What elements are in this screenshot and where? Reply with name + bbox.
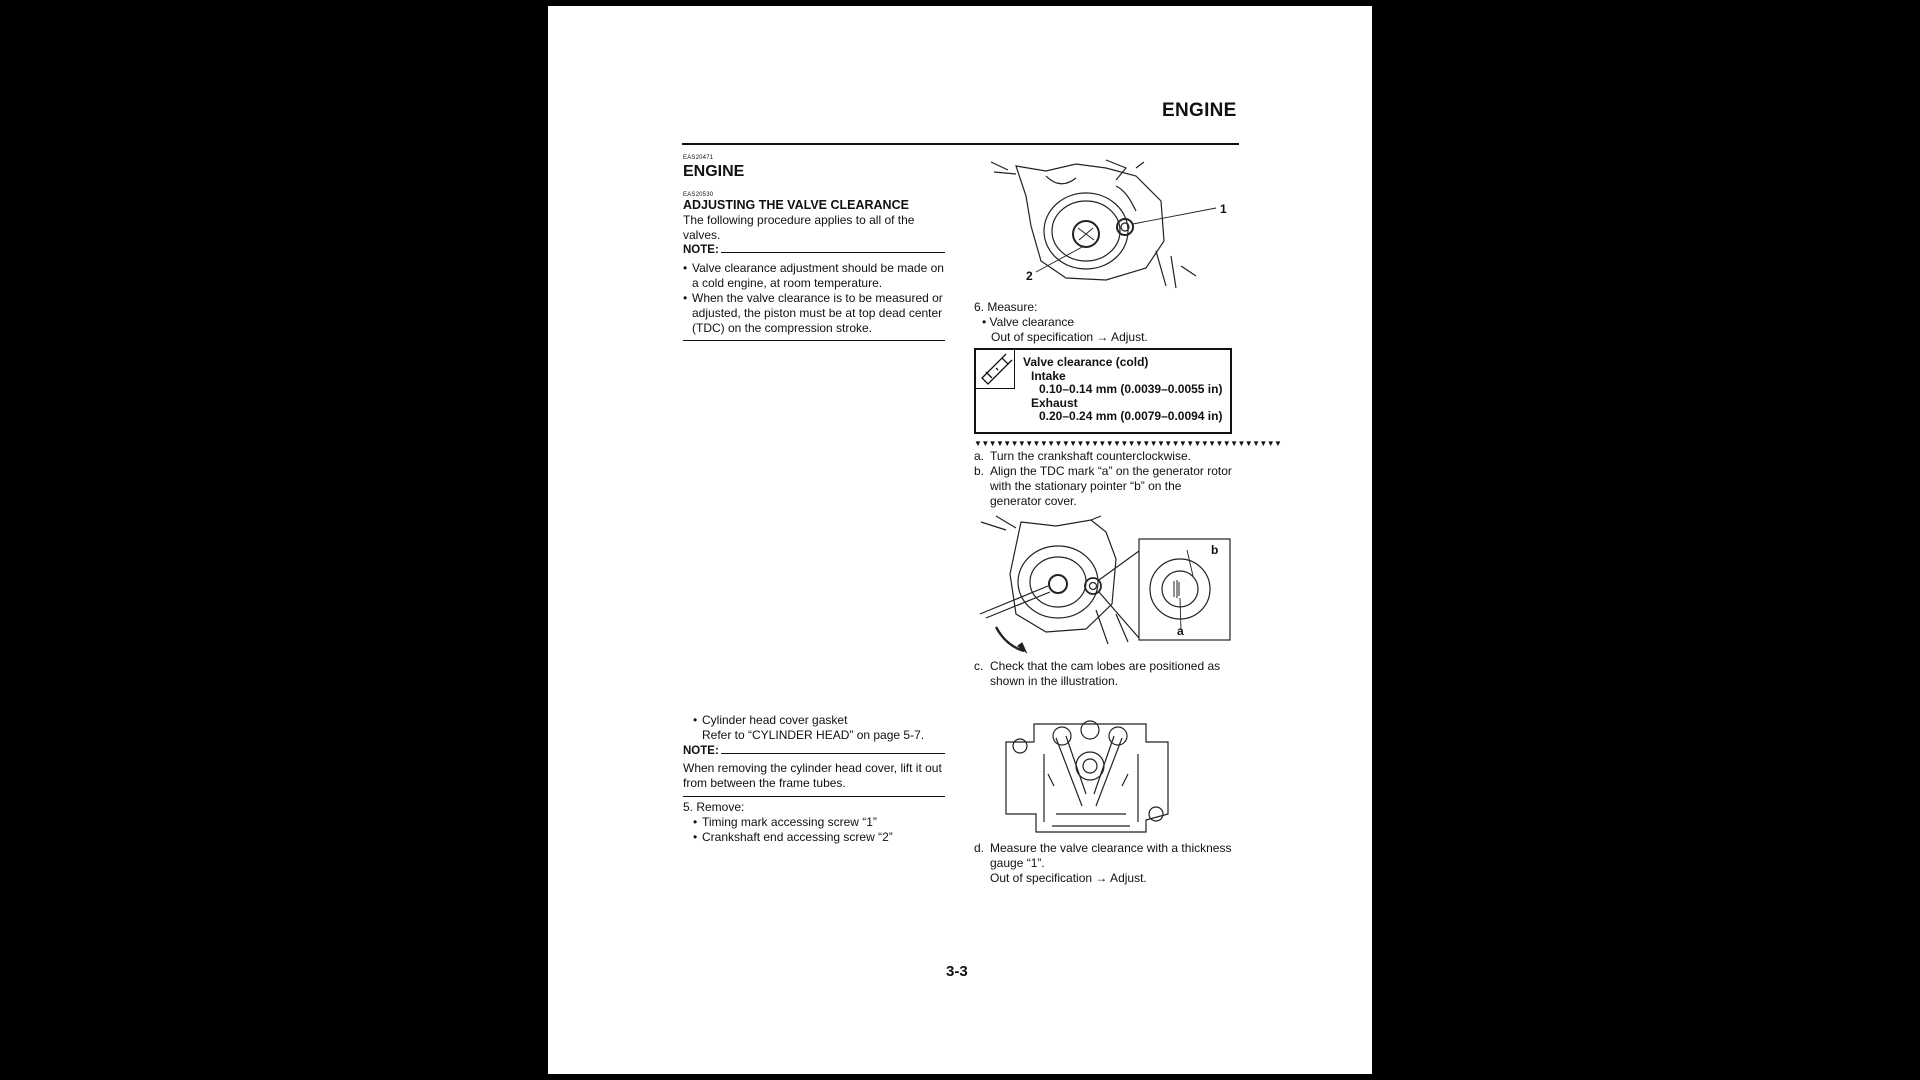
- note2-heading: [683, 745, 945, 757]
- note2-text: When removing the cylinder head cover, lift it out from between the frame tubes.: [683, 761, 942, 790]
- step-d-out: Out of specification → Adjust.: [990, 871, 1147, 885]
- step6-heading: 6. Measure:: [974, 300, 1038, 314]
- step6-out: Out of specification → Adjust.: [991, 330, 1148, 344]
- engine-cover-figure: [986, 156, 1236, 291]
- step-a: a. Turn the crankshaft counterclockwise.: [974, 449, 1191, 463]
- caliper-icon: [976, 350, 1015, 389]
- subsection-code: EAS20530: [683, 192, 714, 198]
- gasket-bullet: Cylinder head cover gasket: [702, 713, 848, 727]
- gasket-item: • Cylinder head cover gasket Refer to “CYLINDER HEAD” on page 5-7.: [693, 713, 943, 743]
- fig2-label-a: a: [1177, 624, 1184, 638]
- note-list: [683, 261, 945, 336]
- header-title: ENGINE: [1162, 100, 1237, 121]
- note-item-text: Valve clearance adjustment should be made on a cold engine, at room temperature.: [692, 261, 944, 290]
- fig1-label-1: 1: [1220, 202, 1227, 216]
- step6-item: • Valve clearance: [982, 315, 1075, 329]
- manual-page: [548, 6, 1372, 1074]
- spec-exhaust-value: 0.20–0.24 mm (0.0079–0.0094 in): [1039, 409, 1223, 423]
- step-b: b. Align the TDC mark “a” on the generator rotor with the stationary pointer “b” on the generator cover.: [974, 464, 1232, 508]
- note-heading: [683, 244, 945, 256]
- note2-label: NOTE:: [683, 745, 719, 757]
- spec-intake-label: Intake: [1031, 368, 1066, 383]
- note-label: NOTE:: [683, 244, 719, 256]
- step-d: d. Measure the valve clearance with a thickness gauge “1”. Out of specification → Adjust.: [974, 841, 1232, 885]
- spec-box: [974, 348, 1232, 434]
- note-item: • When the valve clearance is to be measured or adjusted, the piston must be at top dead center (TDC) on the compression stroke.: [683, 291, 945, 336]
- note-item: • Valve clearance adjustment should be made on a cold engine, at room temperature.: [683, 261, 944, 290]
- step5-item: • Crankshaft end accessing screw “2”: [693, 830, 893, 844]
- page-number: 3-3: [946, 963, 968, 980]
- steps-ab: [974, 449, 1232, 509]
- step5-list: [693, 815, 943, 845]
- fig2-label-b: b: [1211, 543, 1219, 557]
- fig1-label-2: 2: [1026, 269, 1033, 283]
- spec-intake-value: 0.10–0.14 mm (0.0039–0.0055 in): [1039, 382, 1223, 396]
- step5-heading: 5. Remove:: [683, 800, 745, 814]
- subsection-title: ADJUSTING THE VALVE CLEARANCE: [683, 198, 909, 212]
- section-code: EAS20471: [683, 155, 714, 161]
- step-c: c. Check that the cam lobes are positioned as shown in the illustration.: [974, 659, 1221, 688]
- spec-exhaust-label: Exhaust: [1031, 395, 1078, 410]
- note-item-text: When the valve clearance is to be measured or adjusted, the piston must be at top dead center (TDC) on the compression stroke.: [692, 291, 943, 335]
- note-end-rule: [683, 340, 945, 341]
- spec-content: [1015, 350, 1230, 432]
- spec-title: Valve clearance (cold): [1023, 355, 1149, 369]
- gasket-ref: Refer to “CYLINDER HEAD” on page 5-7.: [702, 728, 925, 742]
- step5-item: • Timing mark accessing screw “1”: [693, 815, 877, 829]
- procedure-start-marker: ▼▼▼▼▼▼▼▼▼▼▼▼▼▼▼▼▼▼▼▼▼▼▼▼▼▼▼▼▼▼▼▼▼▼▼▼▼▼▼▼▼▼: [974, 439, 1282, 448]
- header-rule: [682, 143, 1239, 145]
- generator-rotor-figure: [976, 514, 1236, 654]
- intro-text: The following procedure applies to all of the valves.: [683, 213, 915, 242]
- note2-end-rule: [683, 796, 945, 797]
- section-title: ENGINE: [683, 163, 745, 180]
- cam-lobes-figure: [996, 714, 1176, 834]
